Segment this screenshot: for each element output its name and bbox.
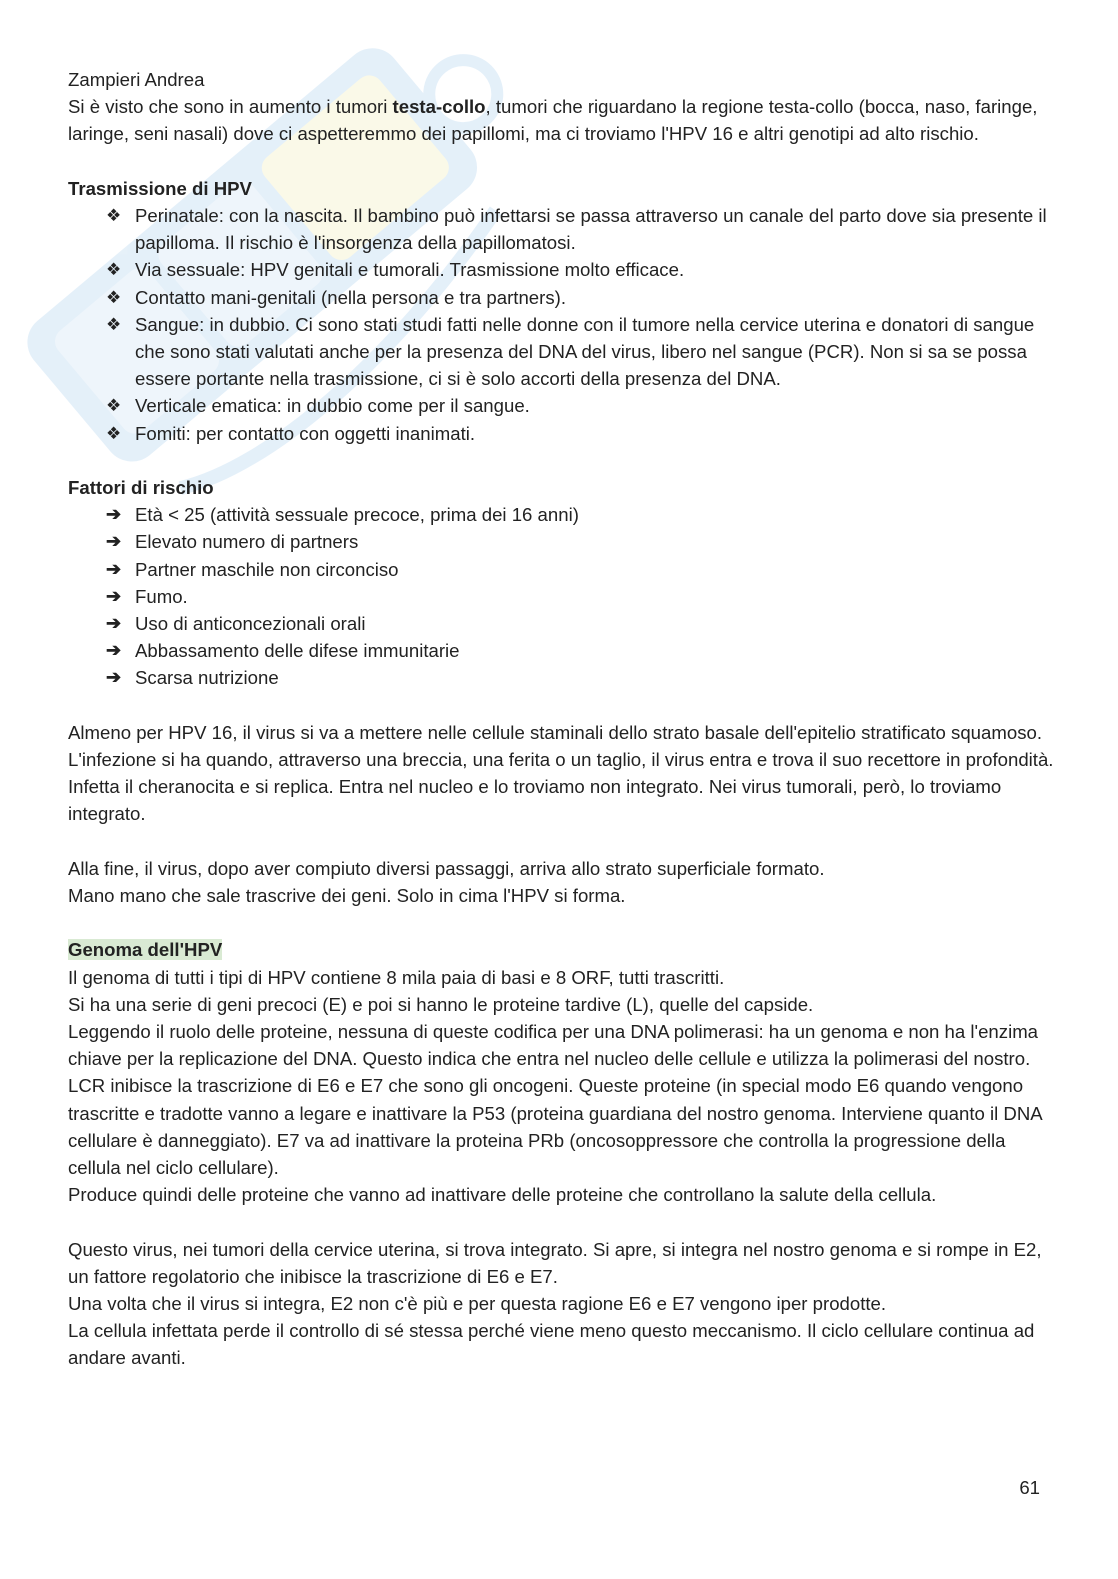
risk-item: ➔ Scarsa nutrizione [68,664,1058,691]
genome-heading-highlight: Genoma dell'HPV [68,939,223,961]
risk-heading: Fattori di rischio [68,477,214,499]
risk-item: ➔ Partner maschile non circonciso [68,556,1058,583]
diamond-bullet-icon: ❖ [106,423,122,443]
integration-paragraph: Questo virus, nei tumori della cervice uterina, si trova integrato. Si apre, si integra nel nostro genoma e si rompe in E2, un fattore regolatorio che inibisce la trascrizione di E6 e E7. [68,1238,1042,1287]
risk-item: ➔ Fumo. [68,583,1058,610]
transmission-item: ❖ Fomiti: per contatto con oggetti inanimati. [68,420,1058,447]
intro-bold-term: testa-collo [392,96,486,118]
transmission-item: ❖ Sangue: in dubbio. Ci sono stati studi fatti nelle donne con il tumore nella cervice uterina e donatori di sangue che sono stati valutati anche per la presenza del DNA del virus, libero nel sangue (PCR). Non si sa se possa essere portante nella trasmissione, ci si è solo accorti della presenza del DNA. [68,311,1058,393]
transmission-list [68,202,1058,447]
arrow-bullet-icon: ➔ [106,585,122,606]
genome-paragraph: Produce quindi delle proteine che vanno ad inattivare delle proteine che controllano la salute della cellula. [68,1184,937,1206]
diamond-bullet-icon: ❖ [106,314,122,334]
arrow-bullet-icon: ➔ [106,667,122,688]
risk-list [68,501,1058,691]
intro-before: Si è visto che sono in aumento i tumori [68,96,393,118]
page-number: 61 [1019,1477,1040,1498]
diamond-bullet-icon: ❖ [106,206,122,225]
arrow-bullet-icon: ➔ [106,504,122,525]
transmission-heading: Trasmissione di HPV [68,177,252,199]
infection-paragraph: Infetta il cheranocita e si replica. Entra nel nucleo e lo troviamo non integrato. Nei virus tumorali, però, lo troviamo integrato. [68,776,1002,825]
author-line: Zampieri Andrea [68,69,205,90]
intro-after: , tumori che riguardano la regione testa-collo (bocca, naso, faringe, laringe, seni nasali) dove ci aspetteremmo dei papillomi, ma ci troviamo l'HPV 16 e altri genotipi ad alto rischio. [68,96,1038,145]
transmission-item: ❖ Verticale ematica: in dubbio come per il sangue. [68,392,1058,419]
infection-paragraph: Mano mano che sale trascrive dei geni. Solo in cima l'HPV si forma. [68,885,626,907]
integration-paragraph: La cellula infettata perde il controllo di sé stessa perché viene meno questo meccanismo. Il ciclo cellulare continua ad andare avanti. [68,1320,1035,1369]
genome-paragraph: LCR inibisce la trascrizione di E6 e E7 che sono gli oncogeni. Queste proteine (in special modo E6 quando vengono trascritte e tradotte vanno a legare e inattivare la P53 (proteina guardiana del nostro genoma. Interviene quanto il DNA cellulare è danneggiato). E7 va ad inattivare la proteina PRb (oncosoppressore che controlla la progressione della cellula nel ciclo cellulare). [68,1075,1042,1179]
arrow-bullet-icon: ➔ [106,531,122,552]
diamond-bullet-icon: ❖ [106,260,122,280]
infection-paragraph: Almeno per HPV 16, il virus si va a mettere nelle cellule staminali dello strato basale dell'epitelio stratificato squamoso. L'infezione si ha quando, attraverso una breccia, una ferita o un taglio, il virus entra e trova il suo recettore in profondità. [68,721,1054,771]
risk-item: ➔ Età < 25 (attività sessuale precoce, prima dei 16 anni) [68,501,1058,528]
arrow-bullet-icon: ➔ [106,640,122,661]
transmission-item: ❖ Perinatale: con la nascita. Il bambino può infettarsi se passa attraverso un canale del parto dove sia presente il papilloma. Il rischio è l'insorgenza della papillomatosi. [68,202,1058,256]
document-page [68,66,1058,1372]
risk-item: ➔ Uso di anticoncezionali orali [68,610,1058,637]
arrow-bullet-icon: ➔ [106,558,122,579]
risk-item: ➔ Abbassamento delle difese immunitarie [68,637,1058,664]
genome-heading [68,936,1058,963]
diamond-bullet-icon: ❖ [106,396,122,416]
genome-paragraph: Si ha una serie di geni precoci (E) e poi si hanno le proteine tardive (L), quelle del capside. [68,993,814,1015]
diamond-bullet-icon: ❖ [106,287,122,307]
transmission-item: ❖ Contatto mani-genitali (nella persona e tra partners). [68,284,1058,311]
intro-paragraph [68,93,1058,147]
transmission-item: ❖ Via sessuale: HPV genitali e tumorali. Trasmissione molto efficace. [68,256,1058,283]
infection-paragraph: Alla fine, il virus, dopo aver compiuto diversi passaggi, arriva allo strato superficiale formato. [68,857,825,879]
genome-paragraph: Leggendo il ruolo delle proteine, nessuna di queste codifica per una DNA polimerasi: ha un genoma e non ha l'enzima chiave per la replicazione del DNA. Questo indica che entra nel nucleo delle cellule e utilizza la polimerasi del nostro. [68,1021,1039,1070]
integration-paragraph: Una volta che il virus si integra, E2 non c'è più e per questa ragione E6 e E7 vengono iper prodotte. [68,1293,887,1315]
genome-paragraph: Il genoma di tutti i tipi di HPV contiene 8 mila paia di basi e 8 ORF, tutti trascritti. [68,966,725,988]
arrow-bullet-icon: ➔ [106,613,122,634]
risk-item: ➔ Elevato numero di partners [68,528,1058,555]
